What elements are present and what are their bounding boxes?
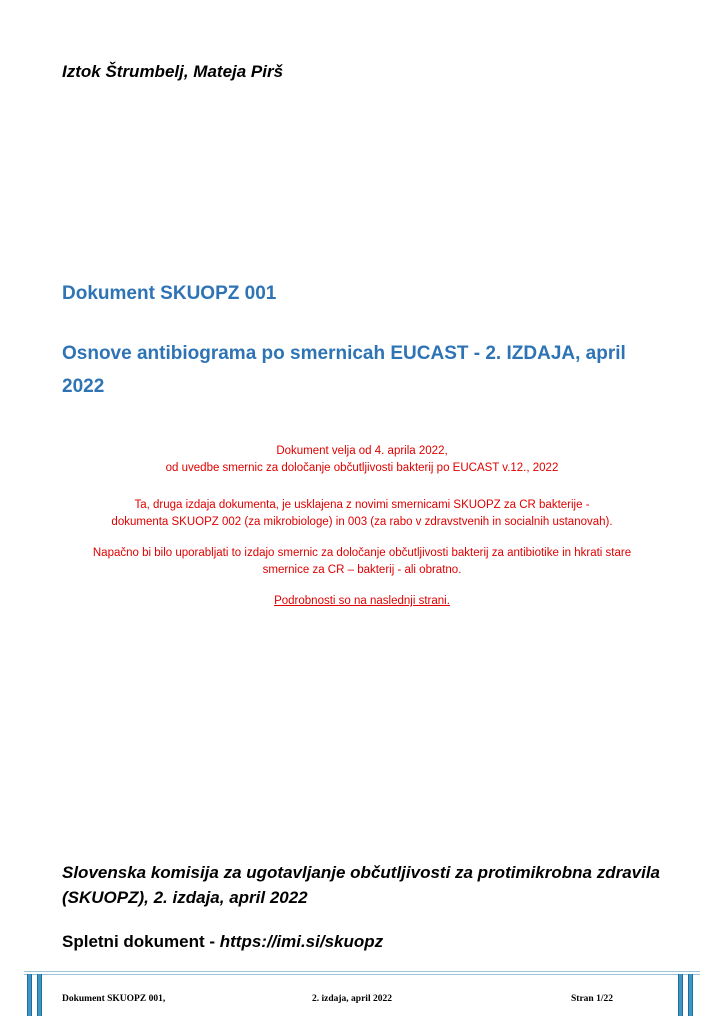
notice-validity — [40, 443, 684, 477]
footer-page-number: Stran 1/22 — [571, 994, 613, 1004]
notice-warning — [40, 545, 684, 579]
notice-valid-from: Dokument velja od 4. aprila 2022, — [276, 445, 448, 457]
commission-statement: Slovenska komisija za ugotavljanje občutljivosti za protimikrobna zdravila (SKUOPZ), 2. izdaja, april 2022 — [62, 863, 661, 907]
notice-details-link[interactable]: Podrobnosti so na naslednji strani. — [274, 595, 450, 607]
authors: Iztok Štrumbelj, Mateja Pirš — [62, 62, 284, 81]
document-subtitle: Osnove antibiograma po smernicah EUCAST - 2. IZDAJA, april 2022 — [62, 343, 626, 397]
footer-left-bar-1 — [27, 974, 32, 1016]
notice-warning-line-1: Napačno bi bilo uporabljati to izdajo smernic za določanje občutljivosti bakterij za antibiotike in hkrati stare — [92, 547, 632, 559]
web-document-url[interactable]: https://imi.si/skuopz — [219, 932, 384, 951]
document-title: Dokument SKUOPZ 001 — [62, 283, 277, 304]
web-document-line — [62, 932, 383, 952]
footer-right-bar-1 — [678, 974, 683, 1016]
footer-right-bar-2 — [688, 974, 693, 1016]
notice-valid-reason: od uvedbe smernic za določanje občutljivosti bakterij po EUCAST v.12., 2022 — [165, 462, 559, 474]
notice-alignment — [40, 497, 684, 531]
footer-document: Dokument SKUOPZ 001, — [62, 994, 166, 1004]
footer-left-bar-2 — [37, 974, 42, 1016]
footer-edition: 2. izdaja, april 2022 — [312, 994, 392, 1004]
footer-divider-top — [24, 971, 700, 972]
footer-divider-bottom — [24, 974, 700, 975]
web-document-label: Spletni dokument - — [62, 932, 220, 951]
notice-warning-line-2: smernice za CR – bakterij - ali obratno. — [262, 564, 462, 576]
notice-alignment-line-2: dokumenta SKUOPZ 002 (za mikrobiologe) in 003 (za rabo v zdravstvenih in socialnih ustanovah). — [111, 516, 613, 528]
notice-alignment-line-1: Ta, druga izdaja dokumenta, je usklajena z novimi smernicami SKUOPZ za CR bakterije - — [134, 499, 590, 511]
